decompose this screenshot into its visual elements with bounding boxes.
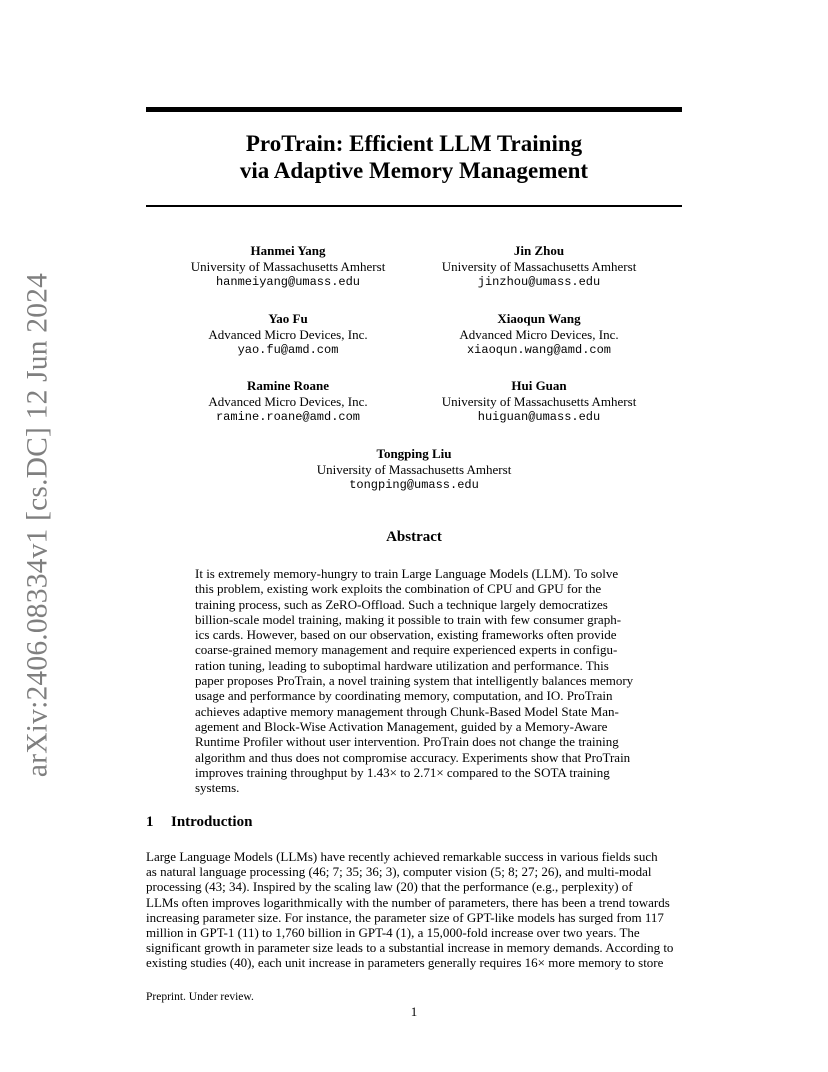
author-name: Yao Fu — [268, 311, 308, 326]
title-line-1: ProTrain: Efficient LLM Training — [245, 131, 583, 156]
author-block — [163, 243, 413, 291]
intro-line: significant growth in parameter size leads to a substantial increase in memory demands. According to — [146, 940, 674, 956]
author-email[interactable]: ramine.roane@amd.com — [215, 410, 361, 424]
abstract-line: coarse-grained memory management and require experienced experts in configu- — [195, 642, 618, 658]
paper-title — [146, 130, 682, 184]
author-name: Tongping Liu — [376, 446, 452, 461]
abstract-line: systems. — [195, 780, 240, 796]
author-name: Ramine Roane — [247, 378, 329, 393]
introduction-text — [146, 849, 682, 971]
intro-line: as natural language processing (46; 7; 35; 36; 3), computer vision (5; 8; 27; 26), and multi-modal — [146, 864, 652, 880]
abstract-line: achieves adaptive memory management through Chunk-Based Model State Man- — [195, 703, 619, 719]
author-affiliation: University of Massachusetts Amherst — [190, 258, 386, 274]
author-affiliation: University of Massachusetts Amherst — [316, 461, 512, 477]
abstract-line: Runtime Profiler without user intervention. ProTrain does not change the training — [195, 734, 619, 750]
abstract-line: improves training throughput by 1.43× to 2.71× compared to the SOTA training — [195, 764, 610, 780]
abstract-line: algorithm and thus does not compromise accuracy. Experiments show that ProTrain — [195, 749, 631, 765]
title-top-rule — [146, 107, 682, 112]
intro-line: million in GPT-1 (11) to 1,760 billion in GPT-4 (1), a 15,000-fold increase over two years. The — [146, 925, 640, 941]
intro-line: increasing parameter size. For instance, the parameter size of GPT-like models has surged from 117 — [146, 909, 664, 925]
author-email[interactable]: xiaoqun.wang@amd.com — [466, 343, 612, 357]
author-affiliation: University of Massachusetts Amherst — [441, 393, 637, 409]
arxiv-identifier: arXiv:2406.08334v1 [cs.DC] 12 Jun 2024 — [21, 272, 54, 778]
author-block — [163, 311, 413, 359]
author-email[interactable]: huiguan@umass.edu — [477, 410, 601, 424]
author-name: Hanmei Yang — [250, 243, 326, 258]
author-block — [414, 378, 664, 426]
author-email[interactable]: jinzhou@umass.edu — [477, 275, 601, 289]
author-block — [289, 446, 539, 494]
author-email[interactable]: tongping@umass.edu — [349, 478, 479, 492]
section-number: 1 — [146, 814, 154, 830]
abstract-line: paper proposes ProTrain, a novel training system that intelligently balances memory — [195, 673, 634, 689]
author-affiliation: Advanced Micro Devices, Inc. — [459, 326, 619, 342]
abstract-heading: Abstract — [386, 529, 442, 545]
abstract-line: agement and Block-Wise Activation Management, guided by a Memory-Aware — [195, 718, 608, 734]
abstract-line: training process, such as ZeRO-Offload. Such a technique largely democratizes — [195, 596, 608, 612]
author-name: Jin Zhou — [513, 243, 565, 258]
author-email[interactable]: hanmeiyang@umass.edu — [215, 275, 361, 289]
author-affiliation: Advanced Micro Devices, Inc. — [208, 393, 368, 409]
abstract-line: ics cards. However, based on our observation, existing frameworks often provide — [195, 627, 617, 643]
title-line-2: via Adaptive Memory Management — [239, 158, 589, 183]
abstract-text — [195, 566, 635, 795]
abstract-line: this problem, existing work exploits the combination of CPU and GPU for the — [195, 581, 602, 597]
author-block — [414, 311, 664, 359]
author-block — [163, 378, 413, 426]
intro-line: LLMs often improves logarithmically with the number of parameters, there has been a trend towards — [146, 894, 670, 910]
author-affiliation: University of Massachusetts Amherst — [441, 258, 637, 274]
title-bottom-rule — [146, 205, 682, 207]
abstract-line: billion-scale model training, making it possible to train with few consumer graph- — [195, 611, 622, 627]
abstract-line: ration tuning, leading to suboptimal hardware utilization and performance. This — [195, 657, 609, 673]
page-number: 1 — [410, 1004, 418, 1019]
intro-line: existing studies (40), each unit increase in parameters generally requires 16× more memory to store — [146, 955, 664, 971]
intro-line: Large Language Models (LLMs) have recently achieved remarkable success in various fields such — [146, 849, 658, 864]
author-block — [414, 243, 664, 291]
abstract-line: usage and performance by coordinating memory, computation, and IO. ProTrain — [195, 688, 613, 704]
intro-line: processing (43; 34). Inspired by the scaling law (20) that the performance (e.g., perplexity) of — [146, 879, 633, 895]
author-name: Xiaoqun Wang — [497, 311, 581, 326]
abstract-line: It is extremely memory-hungry to train Large Language Models (LLM). To solve — [195, 566, 619, 581]
author-name: Hui Guan — [511, 378, 567, 393]
section-title-text: Introduction — [171, 814, 253, 830]
preprint-footnote: Preprint. Under review. — [146, 991, 254, 1003]
author-email[interactable]: yao.fu@amd.com — [237, 343, 339, 357]
author-affiliation: Advanced Micro Devices, Inc. — [208, 326, 368, 342]
section-heading-introduction — [146, 814, 252, 831]
